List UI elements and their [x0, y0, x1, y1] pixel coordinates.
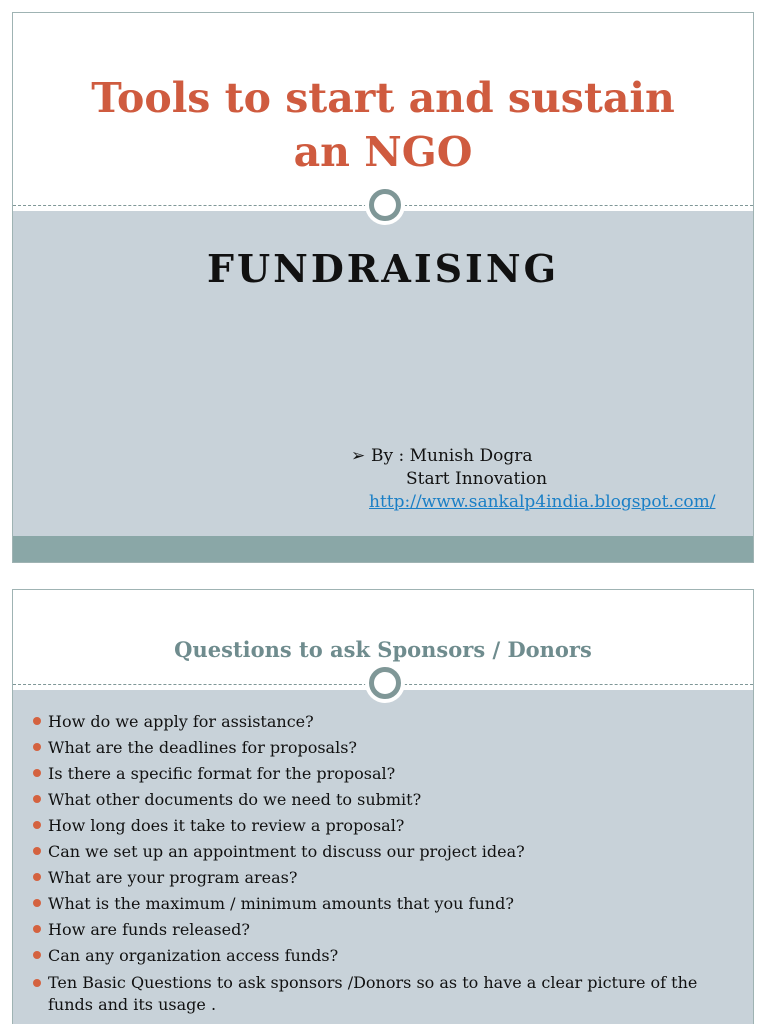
questions-slide	[12, 589, 754, 1024]
question-text: What are the deadlines for proposals?	[48, 738, 357, 757]
list-item	[33, 891, 723, 917]
bullet-icon	[33, 795, 41, 803]
author-name: By : Munish Dogra	[371, 446, 533, 466]
question-text: How long does it take to review a proposal?	[48, 816, 405, 835]
list-item	[33, 813, 723, 839]
question-text: How do we apply for assistance?	[48, 712, 314, 731]
arrow-bullet-icon: ➢	[351, 446, 366, 466]
bullet-icon	[33, 743, 41, 751]
question-text: How are funds released?	[48, 920, 250, 939]
list-item	[33, 839, 723, 865]
blog-link[interactable]: http://www.sankalp4india.blogspot.com/	[369, 492, 716, 512]
bullet-icon	[33, 873, 41, 881]
main-title-line-2: an NGO	[293, 128, 473, 176]
question-text: What are your program areas?	[48, 868, 298, 887]
bullet-icon	[33, 925, 41, 933]
question-text: Ten Basic Questions to ask sponsors /Donors so as to have a clear picture of the funds and its usage .	[48, 973, 698, 1014]
divider-circle-icon	[369, 667, 401, 699]
list-item	[33, 709, 723, 735]
list-item	[33, 917, 723, 943]
question-text: Can any organization access funds?	[48, 946, 339, 965]
list-item	[33, 865, 723, 891]
list-item	[33, 761, 723, 787]
list-item	[33, 787, 723, 813]
bullet-icon	[33, 979, 41, 987]
question-text: Can we set up an appointment to discuss our project idea?	[48, 842, 525, 861]
question-text: Is there a specific format for the proposal?	[48, 764, 396, 783]
bullet-icon	[33, 951, 41, 959]
main-title-line-1: Tools to start and sustain	[91, 74, 675, 122]
bullet-icon	[33, 821, 41, 829]
main-title	[13, 71, 753, 179]
title-area	[13, 13, 753, 205]
divider-circle-icon	[369, 189, 401, 221]
list-item	[33, 735, 723, 761]
question-list	[33, 709, 723, 1016]
byline	[351, 445, 715, 514]
list-item	[33, 943, 723, 969]
list-item	[33, 972, 723, 1016]
question-text: What other documents do we need to submit?	[48, 790, 422, 809]
slide-title: Questions to ask Sponsors / Donors	[174, 637, 592, 662]
bullet-icon	[33, 899, 41, 907]
bullet-icon	[33, 717, 41, 725]
slide-subtitle: FUNDRAISING	[206, 246, 560, 291]
organization-name: Start Innovation	[406, 469, 548, 489]
bottom-band	[13, 536, 753, 562]
title-slide	[12, 12, 754, 563]
bullet-icon	[33, 769, 41, 777]
bullet-icon	[33, 847, 41, 855]
question-text: What is the maximum / minimum amounts that you fund?	[48, 894, 514, 913]
